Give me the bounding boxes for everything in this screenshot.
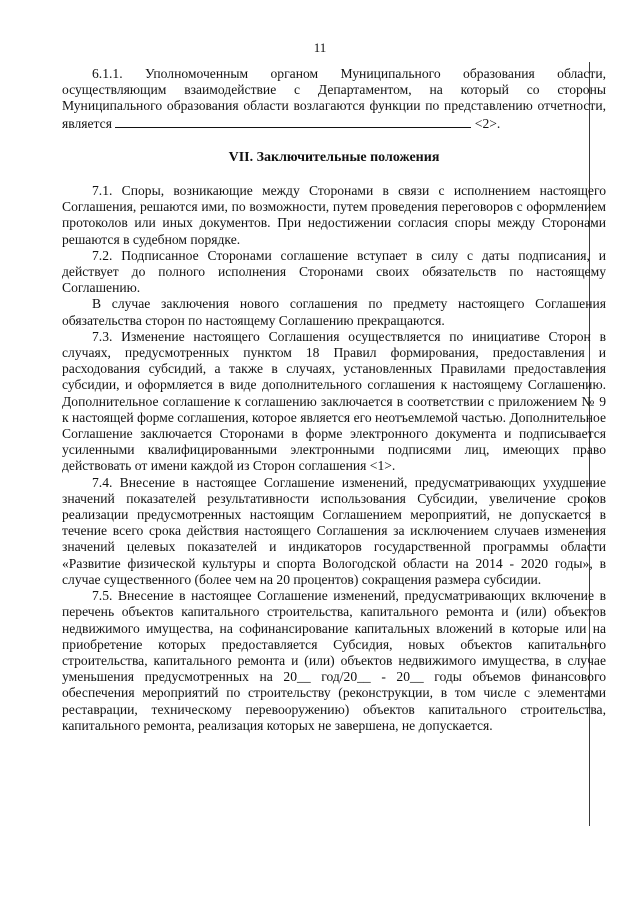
fill-in-blank (115, 115, 471, 128)
page-number: 11 (313, 40, 327, 55)
document-body (62, 66, 606, 734)
paragraph-7-2: 7.2. Подписанное Сторонами соглашение вступает в силу с даты подписания, и действует до полного исполнения Сторонами своих обязательств по настоящему Соглашению. (62, 247, 606, 296)
paragraph-7-3: 7.3. Изменение настоящего Соглашения осуществляется по инициативе Сторон в случаях, предусмотренных пунктом 18 Правил формирования, предоставления и расходования субсидий, а также в случаях, установленных Правилами предоставления субсидии, и оформляется в виде дополнительного соглашения к настоящему Соглашению. Дополнительное соглашение к соглашению заключается в соответствии с приложением № 9 к настоящей форме соглашения, которое является его неотъемлемой частью. Дополнительное Соглашение заключается Сторонами в форме электронного документа и подписывается усиленными квалифицированными электронными подписями лиц, имеющих право действовать от имени каждой из Сторон соглашения <1>. (62, 328, 606, 474)
paragraph-new-agreement: В случае заключения нового соглашения по предмету настоящего Соглашения обязательства сторон по настоящему Соглашению прекращаются. (62, 296, 606, 328)
paragraph-7-5: 7.5. Внесение в настоящее Соглашение изменений, предусматривающих включение в перечень объектов капитального строительства, капитального ремонта и (или) объектов недвижимого имущества, на софинансирование капитальных вложений в которые или на приобретение которых предоставляется Субсидия, новых объектов капитального строительства, капитального ремонта и (или) объектов недвижимого имущества, в случае уменьшения предусмотренных на 20__ год/20__ - 20__ годы объемов финансового обеспечения мероприятий по строительству (реконструкции, в том числе с элементами реставрации, техническому перевооружению) объектов капитального строительства, капитального ремонта, реализация которых не завершена, не допускается. (62, 588, 606, 733)
clause-6-1-1-text: 6.1.1. Уполномоченным органом Муниципального образования области, осуществляющим взаимодействие с Департаментом, на который со стороны Муниципального образования области возлагаются функции по представлению отчетности, является (62, 66, 606, 131)
section-title: VII. Заключительные положения (228, 149, 440, 165)
paragraph-7-4: 7.4. Внесение в настоящее Соглашение изменений, предусматривающих ухудшение значений показателей результативности использования Субсидии, увеличение сроков реализации предусмотренных настоящим Соглашением мероприятий, не допускается в течение всего срока действия настоящего Соглашения за исключением случаев изменения значений целевых показателей и индикаторов государственной программы области «Развитие физической культуры и спорта Вологодской области на 2014 - 2020 годы», в случае существенного (более чем на 20 процентов) сокращения размера субсидии. (62, 474, 606, 587)
paragraph-7-1: 7.1. Споры, возникающие между Сторонами в связи с исполнением настоящего Соглашения, решаются ими, по возможности, путем проведения переговоров с оформлением протоколов или иных документов. При недостижении согласия споры между Сторонами решаются в судебном порядке. (62, 183, 606, 247)
footnote-ref-2: <2>. (474, 115, 501, 131)
clause-6-1-1 (62, 66, 606, 132)
